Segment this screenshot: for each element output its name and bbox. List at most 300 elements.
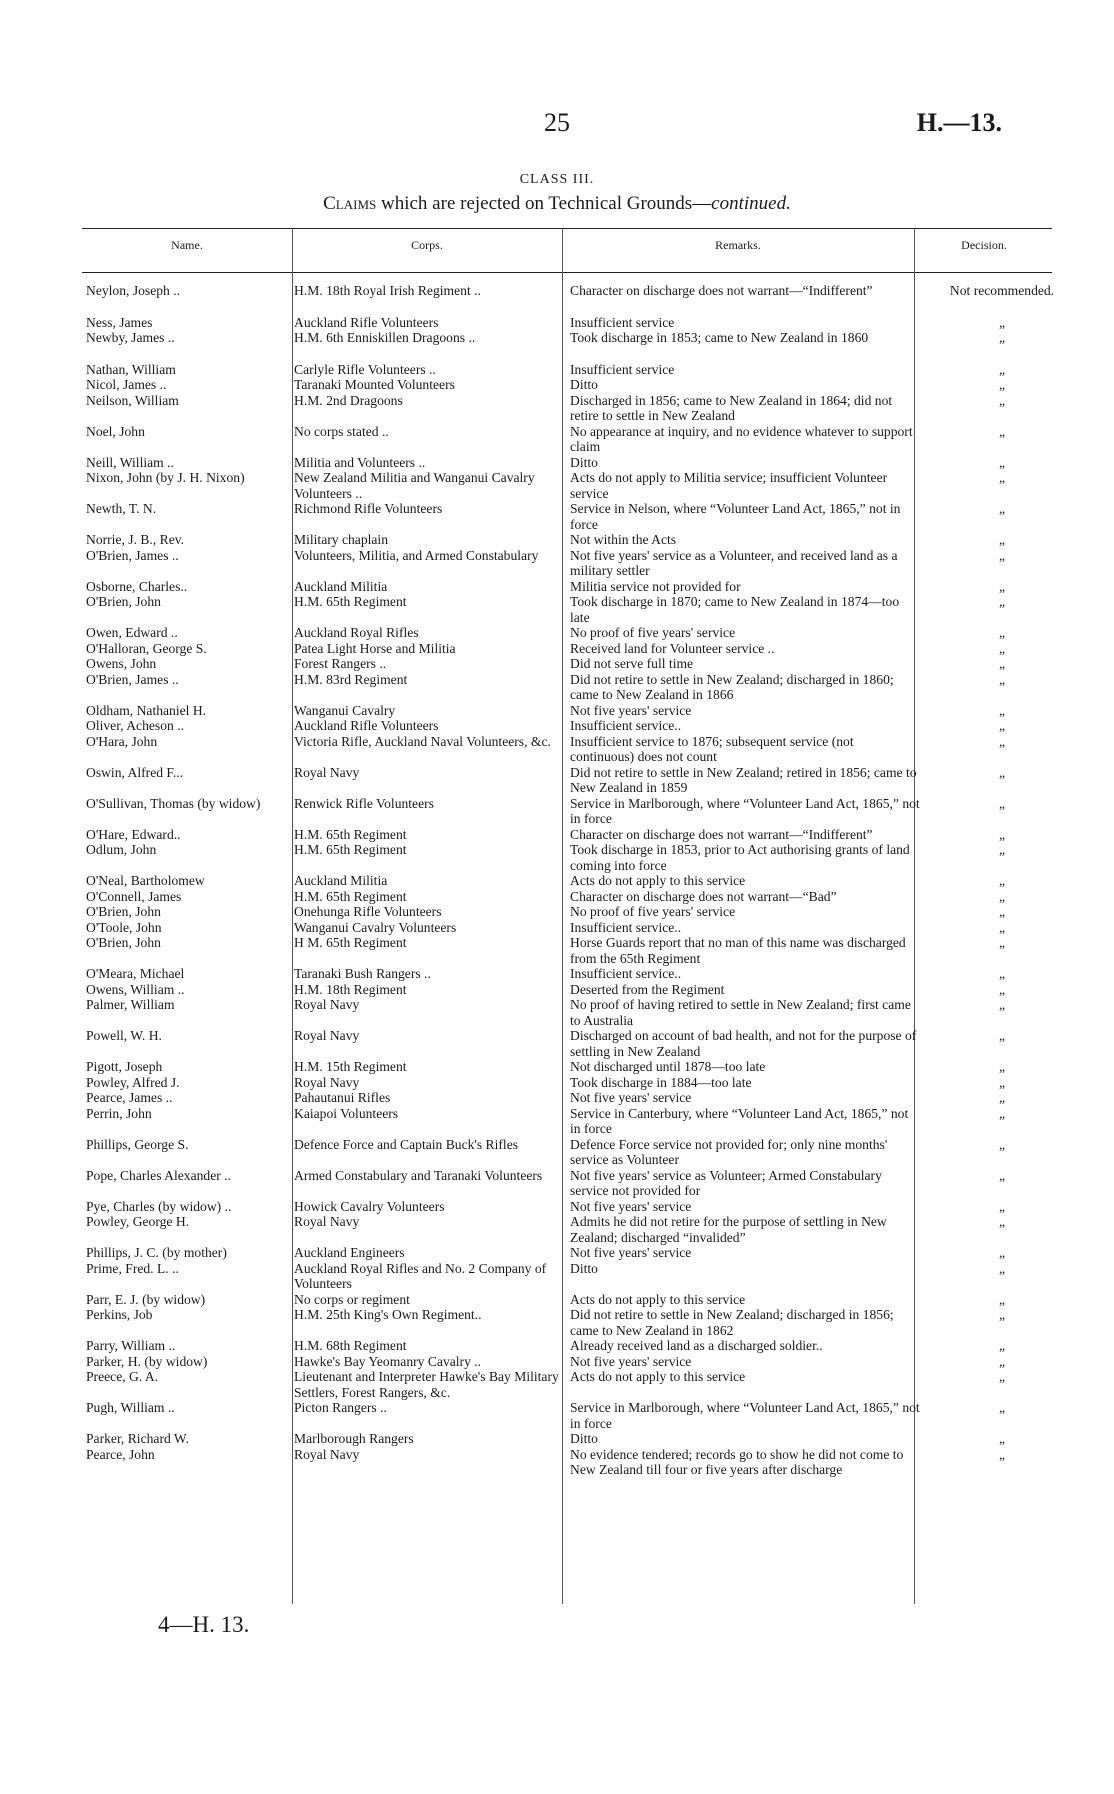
table-row xyxy=(84,315,1074,331)
remarks-text: Insufficient service xyxy=(570,361,675,377)
name-text: O'Brien, James .. xyxy=(86,671,179,687)
cell-decision xyxy=(922,1354,1074,1370)
table-row xyxy=(84,548,1074,579)
table-row xyxy=(84,672,1074,703)
cell-decision xyxy=(922,997,1074,1028)
remarks-text: Did not retire to settle in New Zealand; discharged in 1856; came to New Zealand in 1862 xyxy=(570,1307,894,1338)
remarks-text: Insufficient service.. xyxy=(570,966,682,981)
corps-text: No corps or regiment xyxy=(294,1291,410,1307)
decision-text: „ xyxy=(998,1105,1006,1121)
cell-remarks xyxy=(562,1090,922,1106)
remarks-text: Character on discharge does not warrant—“Bad” xyxy=(570,888,837,904)
name-text: Pigott, Joseph xyxy=(86,1059,163,1074)
corps-text: Kaiapoi Volunteers xyxy=(294,1105,399,1121)
cell-decision xyxy=(922,470,1074,501)
cell-remarks xyxy=(562,1214,922,1245)
corps-text: Picton Rangers .. xyxy=(294,1400,387,1415)
cell-decision xyxy=(922,827,1074,843)
name-text: O'Meara, Michael xyxy=(86,966,185,981)
cell-remarks xyxy=(562,734,922,765)
cell-name xyxy=(84,966,284,982)
cell-decision xyxy=(922,1338,1074,1354)
name-text: Powell, W. H. xyxy=(86,1028,162,1043)
cell-decision xyxy=(922,1307,1074,1338)
remarks-text: No evidence tendered; records go to show he did not come to New Zealand till four or five years after discharge xyxy=(570,1446,904,1477)
name-text: O'Neal, Bartholomew xyxy=(86,873,205,888)
table-row xyxy=(84,1106,1074,1137)
remarks-text: Service in Nelson, where “Volunteer Land Act, 1865,” not in force xyxy=(570,501,901,532)
corps-text: Military chaplain xyxy=(294,532,388,547)
table-row xyxy=(84,377,1074,393)
cell-decision xyxy=(922,625,1074,641)
decision-text: „ xyxy=(998,1059,1006,1074)
cell-name xyxy=(84,1028,284,1059)
name-text: Odlum, John xyxy=(86,842,157,857)
cell-decision xyxy=(922,1400,1074,1431)
decision-text: „ xyxy=(998,1291,1006,1307)
corps-text: Armed Constabulary and Taranaki Volunteers xyxy=(294,1167,543,1183)
cell-name xyxy=(84,1137,284,1168)
table-row xyxy=(84,330,1074,346)
cell-corps xyxy=(284,501,562,532)
cell-decision xyxy=(922,377,1074,393)
corps-text: H.M. 6th Enniskillen Dragoons .. xyxy=(294,330,476,345)
remarks-text: No appearance at inquiry, and no evidence whatever to support claim xyxy=(570,423,913,454)
cell-decision xyxy=(922,1369,1074,1400)
decision-text: „ xyxy=(998,314,1006,330)
decision-text: „ xyxy=(998,904,1006,919)
table-row xyxy=(84,470,1074,501)
remarks-text: Not five years' service xyxy=(570,1090,692,1105)
cell-decision xyxy=(922,1168,1074,1199)
name-text: Osborne, Charles.. xyxy=(86,578,188,594)
cell-decision xyxy=(922,393,1074,424)
remarks-text: Did not retire to settle in New Zealand; retired in 1856; came to New Zealand in 1859 xyxy=(570,764,917,795)
header-rule xyxy=(82,272,1052,273)
corps-text: H.M. 18th Royal Irish Regiment .. xyxy=(294,283,481,298)
cell-remarks xyxy=(562,393,922,424)
cell-remarks xyxy=(562,920,922,936)
name-text: Ness, James xyxy=(86,314,153,330)
corps-text: New Zealand Militia and Wanganui Cavalry Volunteers .. xyxy=(294,470,535,501)
table-row xyxy=(84,920,1074,936)
corps-text: Patea Light Horse and Militia xyxy=(294,640,456,656)
cell-name xyxy=(84,1338,284,1354)
remarks-text: Insufficient service.. xyxy=(570,718,682,733)
decision-text: „ xyxy=(998,826,1006,842)
cell-decision xyxy=(922,1028,1074,1059)
table-row xyxy=(84,1447,1074,1478)
name-text: Phillips, George S. xyxy=(86,1136,189,1152)
decision-text: „ xyxy=(998,1431,1006,1446)
cell-corps xyxy=(284,904,562,920)
decision-text: „ xyxy=(998,1369,1006,1384)
cell-remarks xyxy=(562,1028,922,1059)
cell-decision xyxy=(922,1447,1074,1478)
cell-corps xyxy=(284,1307,562,1338)
name-text: Newby, James .. xyxy=(86,330,175,345)
remarks-text: Discharged in 1856; came to New Zealand in 1864; did not retire to settle in New Zealand xyxy=(570,392,893,423)
cell-remarks xyxy=(562,796,922,827)
name-text: Owens, William .. xyxy=(86,981,185,997)
remarks-text: Horse Guards report that no man of this name was discharged from the 65th Regiment xyxy=(570,935,906,966)
name-text: Owens, John xyxy=(86,656,157,671)
cell-name xyxy=(84,1369,284,1400)
remarks-text: Insufficient service xyxy=(570,314,675,330)
cell-decision xyxy=(922,579,1074,595)
cell-remarks xyxy=(562,997,922,1028)
cell-corps xyxy=(284,920,562,936)
cell-decision xyxy=(922,889,1074,905)
cell-corps xyxy=(284,718,562,734)
corps-text: Wanganui Cavalry xyxy=(294,702,396,718)
corps-text: H.M. 83rd Regiment xyxy=(294,671,408,687)
remarks-text: Insufficient service to 1876; subsequent service (not continuous) does not count xyxy=(570,733,854,764)
cell-corps xyxy=(284,532,562,548)
table-row xyxy=(84,1059,1074,1075)
cell-name xyxy=(84,1059,284,1075)
cell-name xyxy=(84,734,284,765)
table-row xyxy=(84,656,1074,672)
cell-remarks xyxy=(562,703,922,719)
cell-corps xyxy=(284,1447,562,1478)
table-row xyxy=(84,718,1074,734)
decision-text: „ xyxy=(998,1446,1006,1462)
cell-decision xyxy=(922,641,1074,657)
decision-text: „ xyxy=(998,718,1006,733)
cell-corps xyxy=(284,1292,562,1308)
decision-text: „ xyxy=(998,1090,1006,1105)
cell-name xyxy=(84,889,284,905)
cell-decision xyxy=(922,656,1074,672)
table-row xyxy=(84,1245,1074,1261)
decision-text: „ xyxy=(998,919,1006,935)
cell-remarks xyxy=(562,827,922,843)
cell-corps xyxy=(284,1431,562,1447)
cell-corps xyxy=(284,579,562,595)
cell-remarks xyxy=(562,1059,922,1075)
cell-name xyxy=(84,330,284,346)
table-row xyxy=(84,625,1074,641)
cell-remarks xyxy=(562,1292,922,1308)
name-text: Palmer, William xyxy=(86,997,175,1012)
corps-text: H.M. 68th Regiment xyxy=(294,1338,407,1353)
remarks-text: Took discharge in 1884—too late xyxy=(570,1074,752,1090)
cell-corps xyxy=(284,889,562,905)
remarks-text: Took discharge in 1870; came to New Zealand in 1874—too late xyxy=(570,594,900,625)
corps-text: Defence Force and Captain Buck's Rifles xyxy=(294,1136,519,1152)
cell-remarks xyxy=(562,315,922,331)
corps-text: Richmond Rifle Volunteers xyxy=(294,501,443,516)
cell-decision xyxy=(922,1292,1074,1308)
cell-name xyxy=(84,283,284,299)
table-row xyxy=(84,424,1074,455)
table-row xyxy=(84,966,1074,982)
row-spacer xyxy=(84,346,1074,362)
table-row xyxy=(84,1168,1074,1199)
corps-text: H.M. 65th Regiment xyxy=(294,888,407,904)
cell-name xyxy=(84,1214,284,1245)
cell-remarks xyxy=(562,873,922,889)
cell-remarks xyxy=(562,672,922,703)
cell-decision xyxy=(922,283,1074,299)
cell-remarks xyxy=(562,1400,922,1431)
cell-name xyxy=(84,1307,284,1338)
remarks-text: Took discharge in 1853, prior to Act authorising grants of land coming into force xyxy=(570,842,910,873)
decision-text: „ xyxy=(998,764,1006,780)
name-text: Preece, G. A. xyxy=(86,1369,159,1384)
cell-remarks xyxy=(562,1106,922,1137)
cell-decision xyxy=(922,424,1074,455)
decision-text: „ xyxy=(998,501,1006,516)
cell-corps xyxy=(284,1261,562,1292)
cell-name xyxy=(84,1106,284,1137)
table-row xyxy=(84,1400,1074,1431)
cell-remarks xyxy=(562,283,922,299)
cell-decision xyxy=(922,548,1074,579)
name-text: Nixon, John (by J. H. Nixon) xyxy=(86,470,245,485)
cell-decision xyxy=(922,501,1074,532)
corps-text: Marlborough Rangers xyxy=(294,1431,414,1446)
cell-decision xyxy=(922,966,1074,982)
name-text: Powley, George H. xyxy=(86,1214,190,1229)
cell-corps xyxy=(284,283,562,299)
name-text: Oswin, Alfred F... xyxy=(86,764,184,780)
cell-corps xyxy=(284,470,562,501)
title-claims: Claims xyxy=(323,193,377,214)
cell-corps xyxy=(284,548,562,579)
table-row xyxy=(84,1431,1074,1447)
cell-name xyxy=(84,935,284,966)
table-row xyxy=(84,1261,1074,1292)
cell-corps xyxy=(284,424,562,455)
decision-text: „ xyxy=(998,594,1006,609)
cell-name xyxy=(84,455,284,471)
corps-text: Auckland Rifle Volunteers xyxy=(294,314,439,330)
cell-corps xyxy=(284,656,562,672)
cell-remarks xyxy=(562,966,922,982)
cell-name xyxy=(84,362,284,378)
cell-corps xyxy=(284,873,562,889)
footer-signature: 4—H. 13. xyxy=(158,1612,250,1637)
corps-text: H.M. 65th Regiment xyxy=(294,826,407,842)
cell-name xyxy=(84,827,284,843)
table-title xyxy=(0,193,1114,215)
cell-remarks xyxy=(562,641,922,657)
corps-text: Lieutenant and Interpreter Hawke's Bay Military Settlers, Forest Rangers, &c. xyxy=(294,1369,559,1400)
corps-text: Howick Cavalry Volunteers xyxy=(294,1198,445,1214)
cell-name xyxy=(84,703,284,719)
remarks-text: Insufficient service.. xyxy=(570,919,682,935)
name-text: O'Brien, John xyxy=(86,935,161,950)
cell-remarks xyxy=(562,424,922,455)
cell-remarks xyxy=(562,982,922,998)
cell-decision xyxy=(922,842,1074,873)
table-row xyxy=(84,283,1074,299)
remarks-text: No proof of having retired to settle in New Zealand; first came to Australia xyxy=(570,997,911,1028)
cell-decision xyxy=(922,935,1074,966)
cell-decision xyxy=(922,718,1074,734)
decision-text: „ xyxy=(998,1028,1006,1043)
cell-corps xyxy=(284,703,562,719)
col-header-corps: Corps. xyxy=(411,238,443,252)
cell-corps xyxy=(284,1214,562,1245)
decision-text: „ xyxy=(998,625,1006,640)
cell-name xyxy=(84,1090,284,1106)
corps-text: H.M. 65th Regiment xyxy=(294,594,407,609)
cell-corps xyxy=(284,455,562,471)
table-row xyxy=(84,1214,1074,1245)
remarks-text: Service in Marlborough, where “Volunteer Land Act, 1865,” not in force xyxy=(570,795,920,826)
remarks-text: Acts do not apply to this service xyxy=(570,1369,746,1384)
cell-remarks xyxy=(562,1245,922,1261)
cell-name xyxy=(84,672,284,703)
remarks-text: Not five years' service xyxy=(570,1353,692,1369)
corps-text: Victoria Rifle, Auckland Naval Volunteers, &c. xyxy=(294,733,551,749)
cell-name xyxy=(84,1400,284,1431)
remarks-text: Did not retire to settle in New Zealand; discharged in 1860; came to New Zealand in 1866 xyxy=(570,671,894,702)
cell-decision xyxy=(922,734,1074,765)
claims-table xyxy=(84,283,1074,1478)
decision-text: „ xyxy=(998,842,1006,857)
corps-text: Taranaki Bush Rangers .. xyxy=(294,966,431,981)
remarks-text: Not within the Acts xyxy=(570,532,677,547)
page-number: 25 xyxy=(544,108,570,137)
cell-name xyxy=(84,470,284,501)
remarks-text: Not five years' service as a Volunteer, and received land as a military settler xyxy=(570,547,898,578)
name-text: Pugh, William .. xyxy=(86,1400,175,1415)
cell-corps xyxy=(284,1400,562,1431)
cell-corps xyxy=(284,594,562,625)
corps-text: Auckland Militia xyxy=(294,578,388,594)
cell-decision xyxy=(922,1106,1074,1137)
cell-decision xyxy=(922,1137,1074,1168)
cell-corps xyxy=(284,997,562,1028)
document-reference: H.—13. xyxy=(916,108,1002,137)
name-text: O'Toole, John xyxy=(86,919,162,935)
name-text: Powley, Alfred J. xyxy=(86,1074,180,1090)
class-label: CLASS III. xyxy=(519,172,595,187)
cell-corps xyxy=(284,1075,562,1091)
cell-corps xyxy=(284,1245,562,1261)
corps-text: H.M. 65th Regiment xyxy=(294,842,407,857)
remarks-text: Deserted from the Regiment xyxy=(570,981,725,997)
cell-decision xyxy=(922,765,1074,796)
title-continued: continued. xyxy=(711,193,791,214)
cell-decision xyxy=(922,594,1074,625)
corps-text: Royal Navy xyxy=(294,1446,360,1462)
cell-corps xyxy=(284,625,562,641)
corps-text: Onehunga Rifle Volunteers xyxy=(294,904,442,919)
cell-name xyxy=(84,1292,284,1308)
cell-corps xyxy=(284,734,562,765)
cell-remarks xyxy=(562,1168,922,1199)
cell-remarks xyxy=(562,594,922,625)
cell-decision xyxy=(922,455,1074,471)
cell-decision xyxy=(922,1214,1074,1245)
cell-corps xyxy=(284,315,562,331)
decision-text: „ xyxy=(998,671,1006,687)
cell-name xyxy=(84,594,284,625)
row-spacer-cell xyxy=(84,346,1074,362)
remarks-text: Not discharged until 1878—too late xyxy=(570,1059,766,1074)
corps-text: Royal Navy xyxy=(294,1214,360,1229)
title-rest: which are rejected on Technical Grounds— xyxy=(376,193,712,214)
cell-name xyxy=(84,641,284,657)
decision-text: „ xyxy=(998,656,1006,671)
cell-decision xyxy=(922,982,1074,998)
table-row xyxy=(84,935,1074,966)
table-row xyxy=(84,1338,1074,1354)
decision-text: „ xyxy=(998,330,1006,345)
table-row xyxy=(84,873,1074,889)
cell-remarks xyxy=(562,1447,922,1478)
corps-text: Royal Navy xyxy=(294,764,360,780)
remarks-text: Took discharge in 1853; came to New Zealand in 1860 xyxy=(570,330,869,345)
remarks-text: Ditto xyxy=(570,454,598,470)
decision-text: „ xyxy=(998,1307,1006,1322)
col-header-name: Name. xyxy=(171,238,203,252)
remarks-text: Not five years' service as Volunteer; Armed Constabulary service not provided for xyxy=(570,1167,882,1198)
decision-text: „ xyxy=(998,981,1006,997)
cell-name xyxy=(84,1354,284,1370)
claims-table-body xyxy=(84,283,1074,1478)
cell-corps xyxy=(284,1137,562,1168)
cell-corps xyxy=(284,1106,562,1137)
name-text: O'Sullivan, Thomas (by widow) xyxy=(86,795,261,811)
cell-name xyxy=(84,920,284,936)
table-row xyxy=(84,501,1074,532)
corps-text: Auckland Engineers xyxy=(294,1245,405,1260)
cell-corps xyxy=(284,827,562,843)
cell-remarks xyxy=(562,579,922,595)
cell-name xyxy=(84,873,284,889)
row-spacer-cell xyxy=(84,299,1074,315)
corps-text: Pahautanui Rifles xyxy=(294,1090,391,1105)
cell-corps xyxy=(284,982,562,998)
remarks-text: Already received land as a discharged soldier.. xyxy=(570,1338,823,1353)
name-text: Pye, Charles (by widow) .. xyxy=(86,1198,232,1214)
corps-text: Carlyle Rifle Volunteers .. xyxy=(294,361,436,377)
name-text: Perkins, Job xyxy=(86,1307,153,1322)
table-row xyxy=(84,1075,1074,1091)
name-text: Oldham, Nathaniel H. xyxy=(86,702,207,718)
top-rule xyxy=(82,228,1052,229)
table-row xyxy=(84,765,1074,796)
remarks-text: Ditto xyxy=(570,1431,598,1446)
col-header-decision: Decision. xyxy=(961,238,1007,252)
remarks-text: Character on discharge does not warrant—“Indifferent” xyxy=(570,826,873,842)
cell-remarks xyxy=(562,330,922,346)
name-text: Owen, Edward .. xyxy=(86,625,178,640)
corps-text: H M. 65th Regiment xyxy=(294,935,407,950)
cell-name xyxy=(84,1261,284,1292)
col-header-remarks: Remarks. xyxy=(715,238,761,252)
table-row xyxy=(84,1137,1074,1168)
cell-decision xyxy=(922,904,1074,920)
cell-name xyxy=(84,718,284,734)
cell-corps xyxy=(284,641,562,657)
corps-text: Auckland Rifle Volunteers xyxy=(294,718,439,733)
cell-remarks xyxy=(562,1137,922,1168)
name-text: Perrin, John xyxy=(86,1105,152,1121)
remarks-text: Acts do not apply to this service xyxy=(570,1291,746,1307)
remarks-text: Militia service not provided for xyxy=(570,578,741,594)
decision-text: „ xyxy=(998,888,1006,904)
decision-text: „ xyxy=(998,392,1006,408)
name-text: Neilson, William xyxy=(86,392,179,408)
cell-name xyxy=(84,1199,284,1215)
